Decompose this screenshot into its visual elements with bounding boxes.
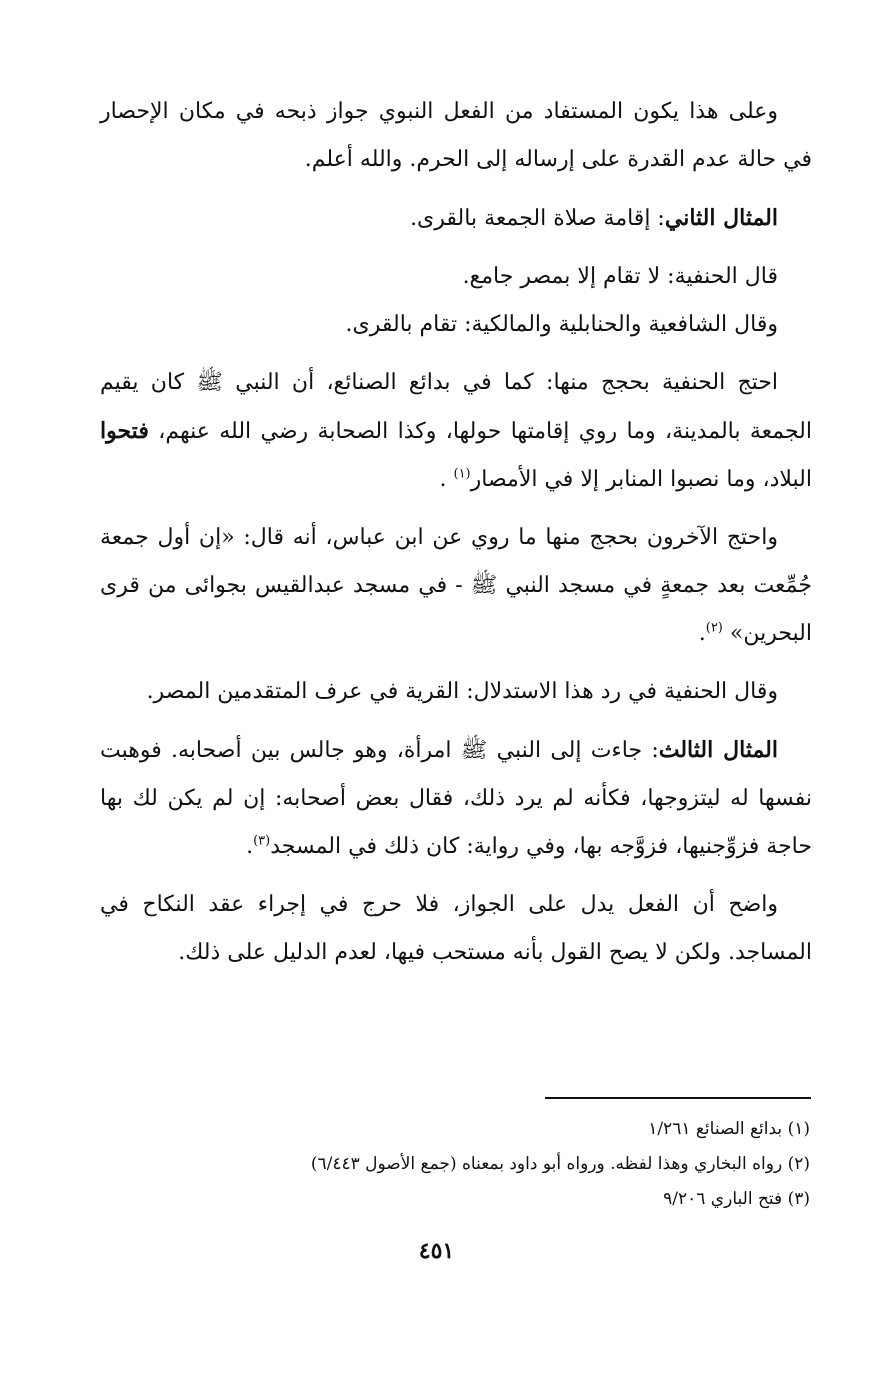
paragraph-example-two (100, 194, 812, 243)
others-evidence-text: واحتج الآخرون بحجج منها ما روي عن ابن عباس، أنه قال: «إن أول جمعة جُمِّعت بعد جمعةٍ في مسجد النبي ﷺ - في مسجد عبدالقيس بجوائى من قرى البحرين» (100, 525, 812, 646)
footnote-ref-3[interactable]: (٣) (253, 833, 271, 849)
example-two-text: : إقامة صلاة الجمعة بالقرى. (410, 206, 665, 231)
footnote-divider (545, 1097, 811, 1099)
example-two-label: المثال الثاني (664, 205, 778, 231)
main-text (100, 88, 812, 987)
paragraph-example-three (100, 726, 812, 871)
example-three-label: المثال الثالث (658, 737, 778, 763)
paragraph-others-opinion: وقال الشافعية والحنابلية والمالكية: تقام بالقرى. (345, 312, 778, 337)
paragraph-hanafi-reply: وقال الحنفية في رد هذا الاستدلال: القرية في عرف المتقدمين المصر. (146, 679, 778, 704)
paragraph-1: وعلى هذا يكون المستفاد من الفعل النبوي جواز ذبحه في مكان الإحصار في حالة عدم القدرة على إرساله إلى الحرم. والله أعلم. (100, 99, 812, 172)
footnote-3: (٣) فتح الباري ٩/٢٠٦ (663, 1189, 810, 1209)
footnote-ref-2[interactable]: (٢) (705, 620, 723, 636)
paragraph-hanafi-evidence (100, 359, 812, 504)
example-three-end: . (246, 834, 254, 859)
page-number: ٤٥١ (418, 1238, 455, 1264)
paragraph-hanafi-opinion: قال الحنفية: لا تقام إلا بمصر جامع. (462, 264, 778, 289)
paragraph-conclusion: واضح أن الفعل يدل على الجواز، فلا حرج في إجراء عقد النكاح في المساجد. ولكن لا يصح القول بأنه مستحب فيها، لعدم الدليل على ذلك. (100, 892, 812, 965)
footnotes (200, 1112, 810, 1217)
hanafi-evidence-end: . (439, 467, 447, 492)
footnote-2: (٢) رواه البخاري وهذا لفظه. ورواه أبو داود بمعناه (جمع الأصول ٦/٤٤٣) (310, 1154, 810, 1174)
example-three-text: : جاءت إلى النبي ﷺ امرأة، وهو جالس بين أصحابه. فوهبت نفسها له ليتزوجها، فكأنه لم يرد ذلك، فقال بعض أصحابه: إن لم يكن لك بها حاجة فزوِّجنيها، فزوَّجه بها، وفي رواية: كان ذلك في المسجد (100, 738, 812, 859)
footnote-ref-1[interactable]: (١) (453, 466, 471, 482)
others-evidence-end: . (698, 621, 706, 646)
hanafi-evidence-text-b: البلاد، وما نصبوا المنابر إلا في الأمصار (470, 467, 812, 492)
hanafi-evidence-text-a: احتج الحنفية بحجج منها: كما في بدائع الصنائع، أن النبي ﷺ كان يقيم الجمعة بالمدينة، وما روي إقامتها حولها، وكذا الصحابة رضي الله عنهم، (100, 370, 812, 444)
footnote-1: (١) بدائع الصنائع ١/٢٦١ (648, 1119, 810, 1139)
paragraph-others-evidence (100, 514, 812, 658)
hanafi-evidence-bold: فتحوا (100, 418, 149, 444)
